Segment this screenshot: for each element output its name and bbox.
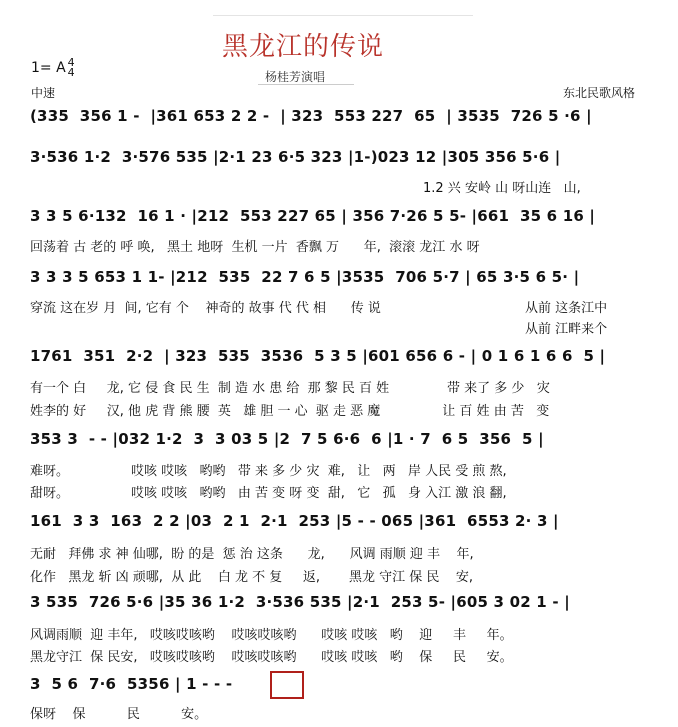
time-top: 4 bbox=[67, 56, 75, 69]
lyric-line-12: 保呀 保 民 安。 bbox=[30, 707, 208, 722]
lyric-line-1: 1.2 兴 安岭 山 呀山连 山, bbox=[423, 181, 581, 196]
lyric-line-3b: 从前 这条江中 bbox=[525, 301, 608, 316]
lyric-line-2: 回荡着 古 老的 呼 唤, 黑土 地呀 生机 一片 香飘 万 年, 滚滚 龙江 水 呀 bbox=[30, 240, 480, 255]
notation-row-5: 1761 351 2·2 | 323 535 3536 5 3 5 |601 656 6 - | 0 1 6 1 6 6 5 | bbox=[30, 347, 606, 365]
song-title: 黑龙江的传说 bbox=[222, 32, 385, 62]
style-marking: 东北民歌风格 bbox=[563, 86, 636, 100]
top-divider bbox=[213, 15, 473, 16]
notation-row-6: 353 3 - - |032 1·2 3 3 03 5 |2 7 5 6·6 6 |1 · 7 6 5 356 5 | bbox=[30, 430, 544, 448]
notation-row-3: 3 3 5 6·132 16 1 · |212 553 227 65 | 356 7·26 5 5- |661 35 6 16 | bbox=[30, 207, 596, 225]
key-label: 1= A bbox=[31, 60, 66, 76]
time-bottom: 4 bbox=[67, 66, 75, 79]
lyric-line-10: 风调雨顺 迎 丰年, 哎咳哎咳哟 哎咳哎咳哟 哎咳 哎咳 哟 迎 丰 年。 bbox=[30, 628, 513, 643]
lyric-line-11: 黑龙守江 保 民安, 哎咳哎咳哟 哎咳哎咳哟 哎咳 哎咳 哟 保 民 安。 bbox=[30, 650, 513, 665]
notation-row-1: (335 356 1 - |361 653 2 2 - | 323 553 227 65 | 3535 726 5 ·6 | bbox=[30, 107, 592, 125]
publisher-stamp bbox=[270, 671, 304, 699]
lyric-line-6: 难呀。 哎咳 哎咳 哟哟 带 来 多 少 灾 难, 让 两 岸 人民 受 煎 熬, bbox=[30, 464, 507, 479]
lyric-line-9: 化作 黑龙 斩 凶 顽哪, 从 此 白 龙 不 复 返, 黑龙 守江 保 民 安, bbox=[30, 570, 474, 585]
notation-row-9: 3 5 6 7·6 5356 | 1 - - - bbox=[30, 675, 233, 693]
time-signature bbox=[68, 58, 75, 78]
tempo-marking: 中速 bbox=[31, 86, 56, 100]
singer-credit: 杨桂芳演唱 bbox=[265, 70, 326, 84]
key-signature bbox=[31, 58, 75, 78]
notation-row-2: 3·536 1·2 3·576 535 |2·1 23 6·5 323 |1-)023 12 |305 356 5·6 | bbox=[30, 148, 561, 166]
lyric-line-7: 甜呀。 哎咳 哎咳 哟哟 由 苦 变 呀 变 甜, 它 孤 身 入江 激 浪 翻, bbox=[30, 486, 507, 501]
singer-underline bbox=[258, 84, 354, 85]
notation-row-4: 3 3 3 5 653 1 1- |212 535 22 7 6 5 |3535 706 5·7 | 65 3·5 6 5· | bbox=[30, 268, 580, 286]
notation-row-8: 3 535 726 5·6 |35 36 1·2 3·536 535 |2·1 253 5- |605 3 02 1 - | bbox=[30, 593, 570, 611]
notation-row-7: 161 3 3 163 2 2 |03 2 1 2·1 253 |5 - - 065 |361 6553 2· 3 | bbox=[30, 512, 559, 530]
lyric-line-5: 姓李的 好 汉, 他 虎 背 熊 腰 英 雄 胆 一 心 驱 走 恶 魔 让 百 姓 由 苦 变 bbox=[30, 404, 550, 419]
lyric-line-3c: 从前 江畔来个 bbox=[525, 322, 608, 337]
lyric-line-4: 有一个 白 龙, 它 侵 食 民 生 制 造 水 患 给 那 黎 民 百 姓 带 来了 多 少 灾 bbox=[30, 381, 550, 396]
lyric-line-8: 无耐 拜佛 求 神 仙哪, 盼 的是 惩 治 这条 龙, 风调 雨顺 迎 丰 年, bbox=[30, 547, 474, 562]
lyric-line-3: 穿流 这在岁 月 间, 它有 个 神奇的 故事 代 代 相 传 说 bbox=[30, 301, 381, 316]
